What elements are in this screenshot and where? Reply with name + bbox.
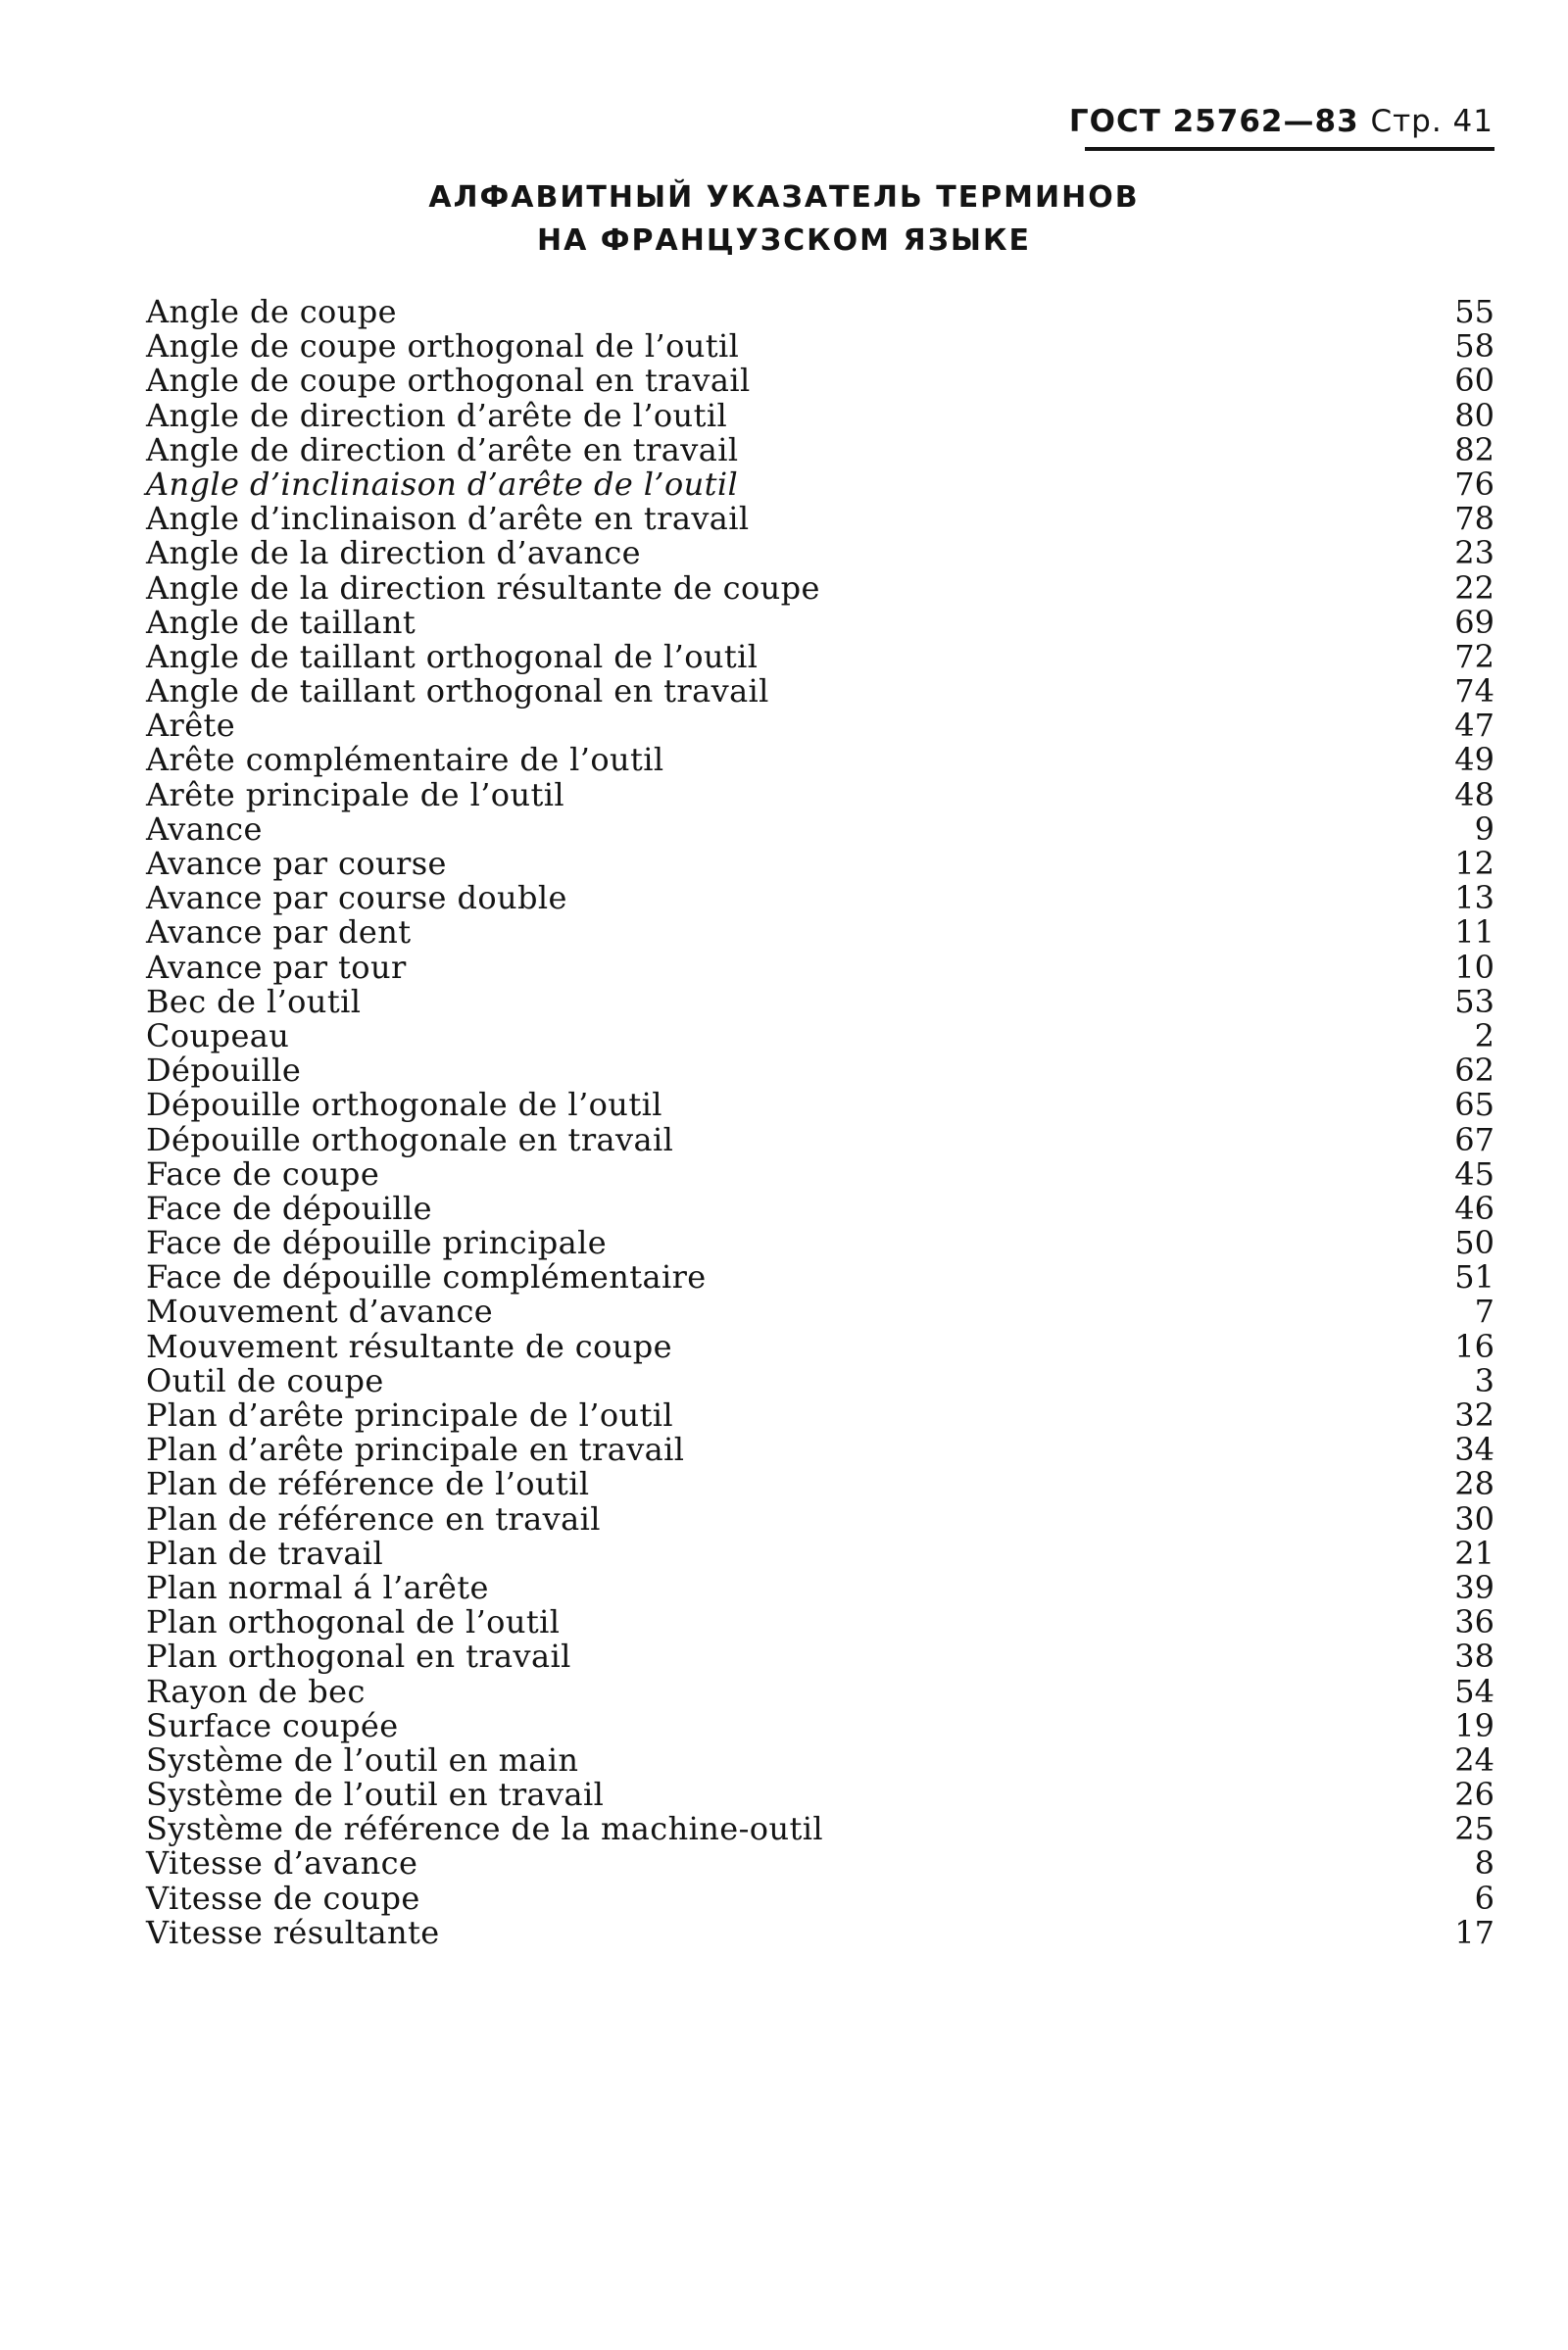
index-entry <box>146 329 1494 364</box>
index-term: Plan d’arête principale en travail <box>146 1431 685 1469</box>
index-term: Coupeau <box>146 1016 290 1054</box>
index-term-number: 53 <box>1454 982 1494 1020</box>
index-term-number: 2 <box>1474 1016 1494 1054</box>
index-entry <box>146 1499 1494 1538</box>
index-entry <box>146 1846 1494 1881</box>
index-entry <box>146 536 1494 570</box>
index-term: Angle d’inclinaison d’arête de l’outil <box>146 465 739 503</box>
index-term-number: 62 <box>1454 1052 1494 1090</box>
index-term: Face de dépouille <box>146 1189 432 1227</box>
index-title-line-1: АЛФАВИТНЫЙ УКАЗАТЕЛЬ ТЕРМИНОВ <box>428 180 1140 215</box>
index-entry <box>146 1706 1494 1744</box>
index-entry <box>146 364 1494 398</box>
index-term: Plan d’arête principale de l’outil <box>146 1396 674 1434</box>
index-entry <box>146 1740 1494 1779</box>
index-entry <box>146 982 1494 1020</box>
index-term-number: 30 <box>1454 1499 1494 1538</box>
index-term-number: 49 <box>1454 741 1494 779</box>
index-term: Vitesse d’avance <box>146 1844 418 1883</box>
index-term-number: 9 <box>1474 809 1494 848</box>
index-term: Face de dépouille complémentaire <box>146 1258 707 1297</box>
index-term-number: 25 <box>1454 1810 1494 1848</box>
index-entry <box>146 467 1494 502</box>
index-term-number: 55 <box>1454 293 1494 330</box>
index-entry <box>146 709 1494 743</box>
index-term: Angle de coupe orthogonal de l’outil <box>146 327 740 366</box>
index-entry <box>146 847 1494 881</box>
index-term: Avance par course double <box>146 879 567 917</box>
index-entry <box>146 502 1494 536</box>
index-term: Dépouille orthogonale en travail <box>146 1120 674 1158</box>
index-term-number: 16 <box>1454 1327 1494 1365</box>
index-term: Surface coupée <box>146 1706 399 1744</box>
index-entry <box>146 743 1494 777</box>
index-term: Angle d’inclinaison d’arête en travail <box>146 500 750 538</box>
index-entry <box>146 1361 1494 1399</box>
index-entry <box>146 1672 1494 1710</box>
index-term-number: 54 <box>1454 1672 1494 1710</box>
index-term: Angle de taillant <box>146 603 416 641</box>
index-entry <box>146 948 1494 986</box>
index-entry <box>146 1120 1494 1158</box>
index-term-number: 74 <box>1454 672 1494 710</box>
page-number: Стр. 41 <box>1370 104 1494 139</box>
index-entry <box>146 809 1494 848</box>
index-term: Mouvement résultante de coupe <box>146 1327 673 1365</box>
index-term-number: 39 <box>1454 1568 1494 1606</box>
index-term: Vitesse résultante <box>146 1913 440 1951</box>
index-term-number: 45 <box>1454 1154 1494 1193</box>
index-entry <box>146 637 1494 675</box>
index-term: Dépouille orthogonale de l’outil <box>146 1086 662 1124</box>
index-term: Face de dépouille principale <box>146 1224 608 1262</box>
index-entry <box>146 775 1494 813</box>
index-term-number: 3 <box>1474 1361 1494 1399</box>
index-entry <box>146 568 1494 607</box>
index-term: Face de coupe <box>146 1154 380 1193</box>
index-term: Plan de référence de l’outil <box>146 1465 590 1503</box>
index-term-number: 13 <box>1454 879 1494 917</box>
index-term: Avance par dent <box>146 913 412 952</box>
index-term: Système de l’outil en main <box>146 1740 579 1779</box>
index-term: Angle de direction d’arête en travail <box>146 430 739 468</box>
index-term: Bec de l’outil <box>146 982 362 1020</box>
index-entry <box>146 1879 1494 1917</box>
index-term-number: 6 <box>1474 1879 1494 1917</box>
index-entry <box>146 603 1494 641</box>
index-entry <box>146 1088 1494 1122</box>
index-term: Angle de taillant orthogonal en travail <box>146 672 769 710</box>
index-term: Vitesse de coupe <box>146 1879 420 1917</box>
index-entry <box>146 1053 1494 1088</box>
index-term-number: 7 <box>1474 1293 1494 1331</box>
index-term-number: 60 <box>1454 362 1494 400</box>
index-term-number: 32 <box>1454 1396 1494 1434</box>
index-entry <box>146 881 1494 915</box>
index-term: Arête principale de l’outil <box>146 775 565 813</box>
index-term: Angle de taillant orthogonal de l’outil <box>146 637 759 675</box>
index-entry <box>146 1398 1494 1433</box>
index-term-number: 67 <box>1454 1120 1494 1158</box>
index-entry <box>146 915 1494 950</box>
index-entry <box>146 1778 1494 1812</box>
index-entry <box>146 1605 1494 1640</box>
index-term: Angle de coupe orthogonal en travail <box>146 362 751 400</box>
index-term-number: 65 <box>1454 1086 1494 1124</box>
index-term-number: 58 <box>1454 327 1494 366</box>
index-term-number: 23 <box>1454 534 1494 572</box>
index-term-number: 19 <box>1454 1706 1494 1744</box>
index-term-number: 72 <box>1454 637 1494 675</box>
index-term: Arête complémentaire de l’outil <box>146 741 664 779</box>
index-entry <box>146 1640 1494 1674</box>
index-entry <box>146 1534 1494 1572</box>
index-term-number: 17 <box>1454 1913 1494 1951</box>
index-entry <box>146 1812 1494 1846</box>
index-term-number: 46 <box>1454 1189 1494 1227</box>
index-entry <box>146 1433 1494 1467</box>
index-term-number: 82 <box>1454 430 1494 468</box>
index-term-number: 36 <box>1454 1603 1494 1641</box>
index-term-number: 8 <box>1474 1844 1494 1883</box>
index-title-line-2: НА ФРАНЦУЗСКОМ ЯЗЫКЕ <box>537 223 1031 258</box>
index-term: Plan orthogonal de l’outil <box>146 1603 561 1641</box>
term-index <box>146 295 1494 1950</box>
index-entry <box>146 430 1494 468</box>
index-entry <box>146 1467 1494 1501</box>
standard-number: ГОСТ 25762—83 <box>1068 104 1359 139</box>
index-term-number: 51 <box>1454 1258 1494 1297</box>
index-term-number: 69 <box>1454 603 1494 641</box>
index-term-number: 50 <box>1454 1224 1494 1262</box>
index-term: Outil de coupe <box>146 1361 384 1399</box>
index-term: Plan normal á l’arête <box>146 1568 489 1606</box>
index-term-number: 10 <box>1454 948 1494 986</box>
index-entry <box>146 1568 1494 1606</box>
index-term: Plan de référence en travail <box>146 1499 601 1538</box>
index-term: Angle de direction d’arête de l’outil <box>146 396 728 434</box>
index-term: Avance <box>146 809 263 848</box>
index-term: Système de référence de la machine-outil <box>146 1810 823 1848</box>
index-term: Dépouille <box>146 1052 302 1090</box>
index-term-number: 12 <box>1454 845 1494 882</box>
index-entry <box>146 396 1494 434</box>
index-term-number: 76 <box>1454 465 1494 503</box>
index-term-number: 78 <box>1454 500 1494 538</box>
index-term-number: 11 <box>1454 913 1494 952</box>
index-entry <box>146 1016 1494 1054</box>
index-term-number: 80 <box>1454 396 1494 434</box>
index-entry <box>146 1189 1494 1227</box>
index-term-number: 48 <box>1454 775 1494 813</box>
index-term: Plan orthogonal en travail <box>146 1638 571 1676</box>
index-term-number: 22 <box>1454 568 1494 607</box>
index-entry <box>146 1226 1494 1260</box>
index-term-number: 24 <box>1454 1740 1494 1779</box>
index-term: Angle de la direction d’avance <box>146 534 641 572</box>
header-rule <box>1085 147 1494 151</box>
index-term: Plan de travail <box>146 1534 384 1572</box>
index-entry <box>146 1327 1494 1365</box>
index-entry <box>146 295 1494 329</box>
page-header <box>1069 104 1494 139</box>
index-entry <box>146 674 1494 709</box>
index-term: Avance par tour <box>146 948 407 986</box>
index-term-number: 38 <box>1454 1638 1494 1676</box>
index-entry <box>146 1913 1494 1951</box>
index-term-number: 34 <box>1454 1431 1494 1469</box>
index-term: Rayon de bec <box>146 1672 366 1710</box>
index-term: Angle de coupe <box>146 293 397 330</box>
index-term: Angle de la direction résultante de coupe <box>146 568 820 607</box>
index-term: Avance par course <box>146 845 447 882</box>
index-term-number: 47 <box>1454 707 1494 745</box>
index-term-number: 28 <box>1454 1465 1494 1503</box>
index-term: Mouvement d’avance <box>146 1293 494 1331</box>
index-term-number: 26 <box>1454 1776 1494 1814</box>
index-term: Système de l’outil en travail <box>146 1776 605 1814</box>
index-term-number: 21 <box>1454 1534 1494 1572</box>
index-entry <box>146 1260 1494 1295</box>
index-entry <box>146 1295 1494 1329</box>
index-term: Arête <box>146 707 236 745</box>
index-entry <box>146 1154 1494 1193</box>
